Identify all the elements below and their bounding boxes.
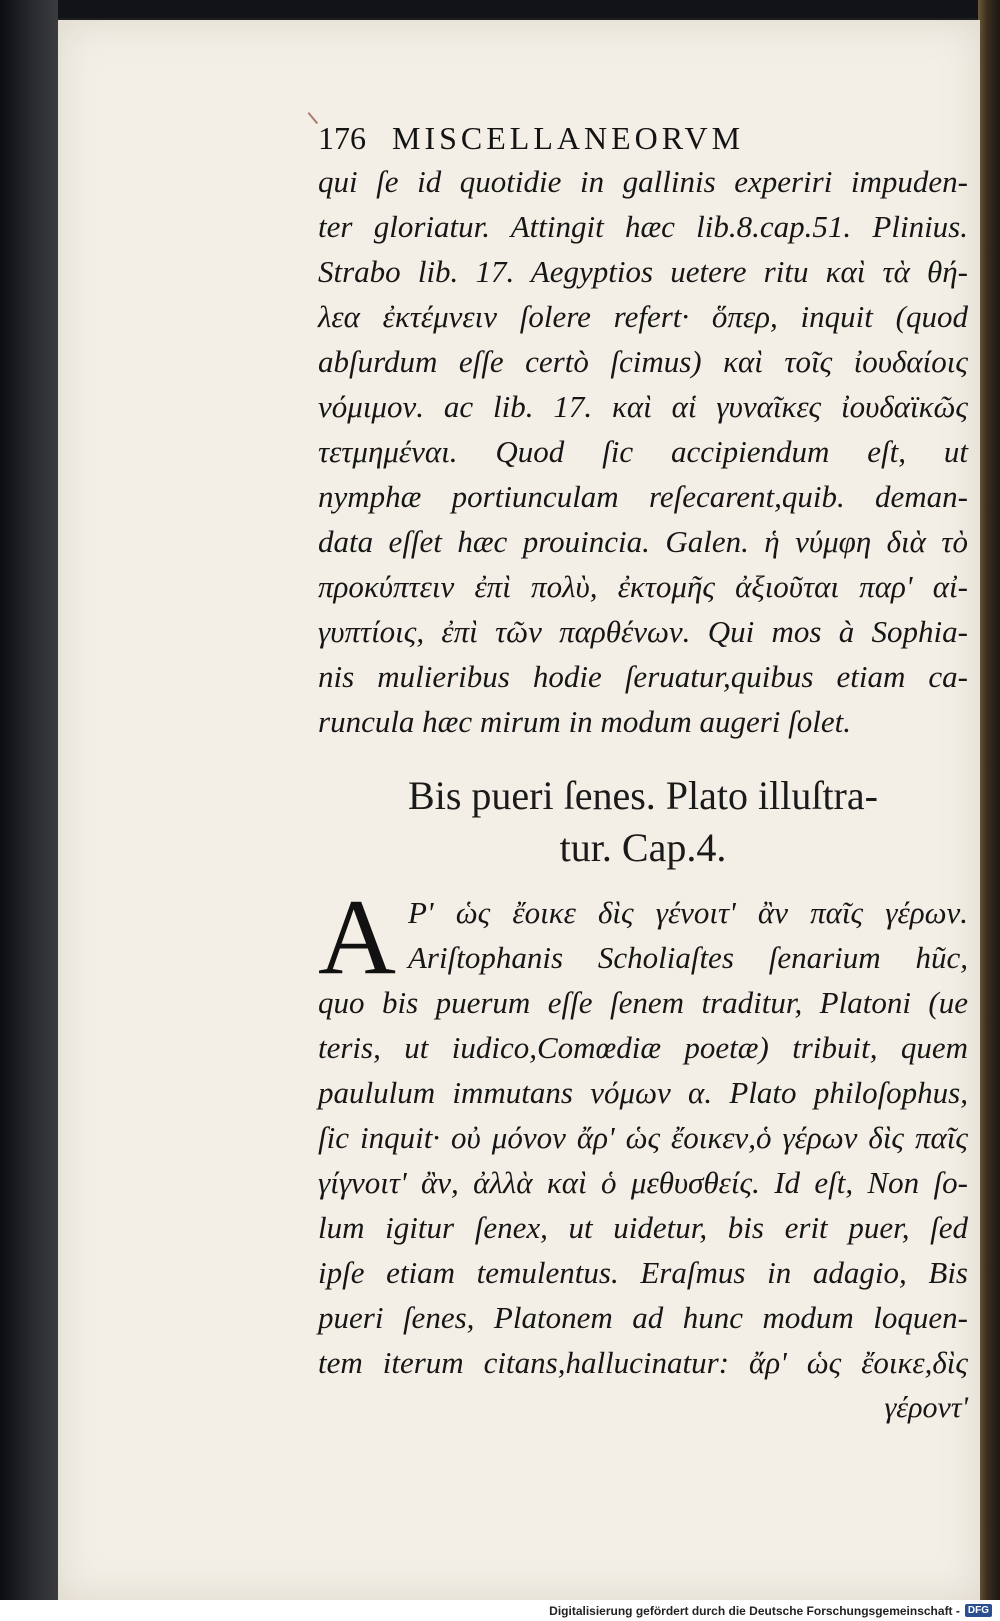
text-line: Strabo lib. 17. Aegyptios uetere ritu καὶ τὰ θή-: [318, 254, 968, 289]
text-line: λεα ἐκτέμνειν ſolere refert· ὅπερ, inquit (quod: [318, 299, 968, 334]
text-line: pueri ſenes, Platonem ad hunc modum loquen-: [318, 1300, 968, 1335]
text-line: nymphæ portiunculam reſecarent,quib. deman-: [318, 479, 968, 514]
catchword: γέροντ': [884, 1391, 968, 1424]
text-line: data eſſet hæc prouincia. Galen. ἡ νύμφη διὰ τὸ: [318, 524, 968, 559]
text-line: τετμημέναι. Quod ſic accipiendum eſt, ut: [318, 434, 968, 469]
text-line: paululum immutans νόμων α. Plato philoſophus,: [318, 1075, 968, 1110]
page-text-block: [318, 120, 968, 1430]
book-page: [58, 20, 980, 1600]
drop-cap: A: [318, 878, 396, 997]
text-line: νόμιμον. ac lib. 17. καὶ αἱ γυναῖκες ἰουδαϊκῶς: [318, 389, 968, 424]
text-line: P' ὡς ἔοικε δὶς γένοιτ' ἂν παῖς γέρων.: [408, 895, 968, 930]
scan-background-top: [0, 0, 1000, 18]
footer-credit: Digitalisierung gefördert durch die Deutsche Forschungsgemeinschaft -: [549, 1603, 960, 1618]
text-line: Ariſtophanis Scholiaſtes ſenarium hũc,: [408, 940, 968, 975]
text-line: ipſe etiam temulentus. Eraſmus in adagio, Bis: [318, 1255, 968, 1290]
chapter-heading-line: tur. Cap.4.: [559, 825, 727, 870]
text-line: abſurdum eſſe certò ſcimus) καὶ τοῖς ἰουδαίοις: [318, 344, 968, 379]
running-title: MISCELLANEORVM: [392, 120, 745, 156]
chapter-heading: [318, 770, 968, 874]
text-line: tem iterum citans,hallucinatur: ἄρ' ὡς ἔοικε,δὶς: [318, 1345, 968, 1380]
text-line: nis mulieribus hodie ſeruatur,quibus etiam ca-: [318, 659, 968, 694]
page-number: 176: [318, 120, 366, 156]
text-line: γυπτίοις, ἐπὶ τῶν παρθένων. Qui mos à Sophia-: [318, 614, 968, 649]
text-line: ſic inquit· οὐ μόνον ἄρ' ὡς ἔοικεν,ὁ γέρων δὶς παῖς: [318, 1120, 968, 1155]
text-line: προκύπτειν ἐπὶ πολὺ, ἐκτομῆς ἀξιοῦται παρ' αἰ-: [318, 569, 968, 604]
book-binding-edge: [978, 0, 1000, 1600]
text-line: lum igitur ſenex, ut uidetur, bis erit puer, ſed: [318, 1210, 968, 1245]
paragraph-2: [318, 878, 968, 1430]
chapter-heading-line: Bis pueri ſenes. Plato illuſtra-: [408, 773, 878, 818]
dfg-logo[interactable]: DFG: [965, 1604, 992, 1617]
text-line: teris, ut iudico,Comœdiæ poetæ) tribuit, quem: [318, 1030, 968, 1065]
text-line: ter gloriatur. Attingit hæc lib.8.cap.51. Plinius.: [318, 209, 968, 244]
digitization-footer: [0, 1600, 1000, 1621]
text-line: qui ſe id quotidie in gallinis experiri impuden-: [318, 164, 968, 199]
scan-background-left: [0, 0, 58, 1621]
text-line: quo bis puerum eſſe ſenem traditur, Platoni (ue: [318, 985, 968, 1020]
text-line: γίγνοιτ' ἂν, ἀλλὰ καὶ ὁ μεθυσθείς. Id eſt, Non ſo-: [318, 1165, 968, 1200]
paragraph-1: [318, 159, 968, 744]
running-head: [318, 120, 968, 157]
text-line: runcula hæc mirum in modum augeri ſolet.: [318, 704, 851, 739]
